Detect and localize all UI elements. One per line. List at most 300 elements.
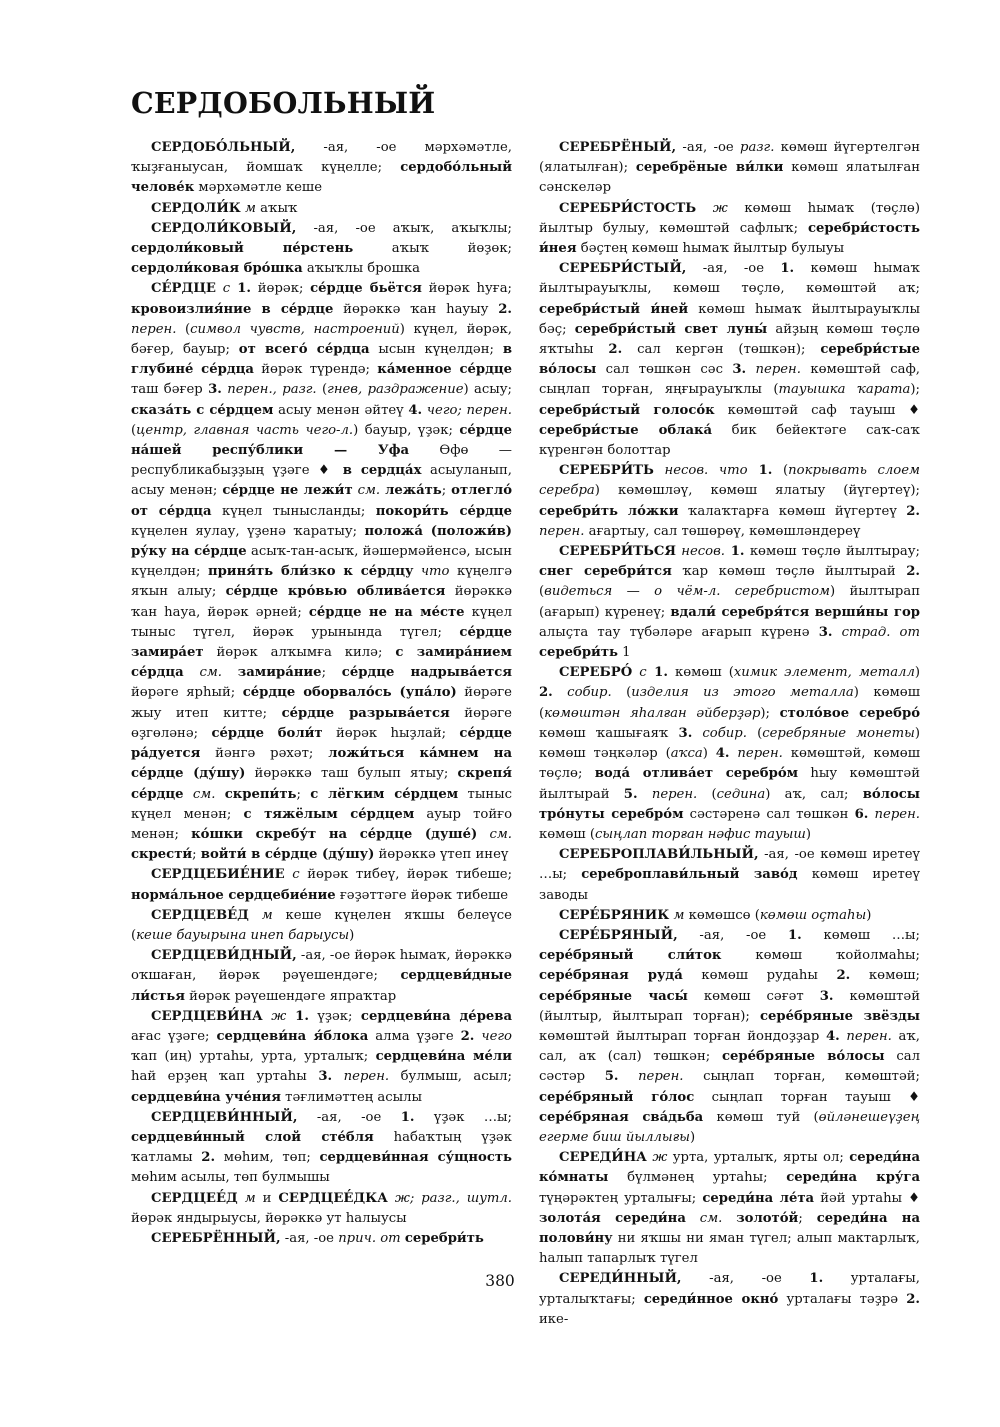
entry-headword: 4. [715, 746, 730, 762]
dictionary-entry [131, 1189, 512, 1229]
entry-label: кеше бауырына инеп барыусы [136, 927, 350, 943]
entry-text: ); [910, 382, 920, 398]
entry-text: көмөш …ы; [801, 927, 920, 943]
entry-example: сердцеви́на уче́ния [131, 1089, 281, 1105]
entry-headword: СЕРЕБРЁННЫЙ, [151, 1230, 281, 1246]
entry-label: седина [716, 786, 766, 802]
entry-example: се́рдце не на ме́сте [308, 604, 465, 620]
entry-text: -ая, -ое [676, 140, 741, 155]
entry-example: с тяжёлым се́рдцем [243, 806, 415, 822]
entry-text: аҡыҡ йөҙөк; [353, 241, 512, 257]
entry-text: ) көмөш тәңкәләр ( [539, 725, 921, 762]
entry-label: видеться — о чём-л. серебристом [544, 584, 830, 600]
entry-headword: 5. [623, 786, 638, 802]
entry-text: айҙың көмөш төҫлө яҡтыһы [539, 321, 920, 358]
entry-text: ; [321, 665, 342, 681]
entry-text: ҡар көмөш төҫлө йылтырай [671, 564, 907, 580]
entry-headword: СЕРЕ́БРЯНИК [559, 907, 670, 923]
entry-label: серебряные монеты [762, 725, 915, 741]
dictionary-entry [131, 906, 512, 946]
entry-label: м [669, 907, 685, 923]
entry-headword: 2. [460, 1028, 475, 1044]
entry-example: сердобо́льный челове́к [131, 160, 512, 196]
entry-headword: 6. [854, 806, 869, 822]
entry-headword: 3. [819, 988, 834, 1004]
entry-label: гнев, раздражение [327, 382, 464, 398]
entry-text: ) аҡ, сал; [765, 786, 863, 802]
entry-headword: 3. [208, 382, 222, 398]
entry-text: көмөш ( [539, 826, 595, 842]
entry-headword: СЕРЕ́БРЯНЫЙ, [559, 927, 678, 943]
entry-text: ; [441, 483, 452, 499]
entry-text: асыу менән әйтеү [273, 402, 409, 418]
entry-text: йөрәккә ҡан һауыу [333, 301, 499, 317]
entry-text: сыңлап торған, көмөштәй; [683, 1069, 920, 1085]
entry-example: сердцеви́нная су́щность [319, 1150, 512, 1166]
entry-example: ка́менное се́рдце [377, 362, 513, 378]
entry-text: ); [760, 705, 780, 721]
entry-text: көмөш төҫлө йылтырау; [744, 544, 920, 560]
entry-text: көмөш ( [667, 665, 734, 681]
dictionary-entry [539, 138, 920, 199]
entry-text: -ая, -ое [681, 1271, 810, 1287]
entry-text: ағартыу, сал төшөрөү, көмөшләндереү [584, 523, 861, 539]
entry-text: -ая, -ое аҡыҡ, аҡыҡлы; [296, 220, 512, 236]
entry-text: ) асыу; [463, 382, 512, 398]
entry-headword: 3. [318, 1069, 333, 1085]
entry-text: көмөш сәғәт [687, 988, 820, 1004]
dictionary-entry [131, 199, 512, 219]
entry-label: м [248, 907, 273, 923]
entry-label: м [237, 1190, 256, 1206]
entry-example: от всего́ се́рдца [238, 342, 370, 358]
entry-text: аҡ, сал, аҡ (сал) төшкән; [539, 1028, 920, 1065]
entry-headword: 2. [201, 1150, 216, 1166]
entry-headword: СЕРДЦЕВЕ́Д [151, 907, 249, 923]
entry-label: от [380, 1230, 401, 1246]
right-column [539, 138, 920, 1330]
entry-text: ағас үҙәге; [131, 1028, 217, 1044]
entry-example: ложи́ться ка́мнем на се́рдце (ду́шу) [131, 746, 512, 782]
dictionary-entry [131, 946, 512, 1007]
entry-headword: СЕРЕБРИ́СТЫЙ, [559, 261, 687, 277]
entry-label: перен. [729, 746, 783, 762]
entry-text: һай ерҙең ҡап уртаһы [131, 1069, 319, 1085]
entry-text: йөрәк яндырыусы, йөрәккә ут һалыусы [131, 1210, 407, 1226]
entry-text: көмөш ҡашығаяҡ [539, 725, 679, 741]
entry-text: бүлмәнең уртаһы; [608, 1170, 787, 1186]
entry-text: ( [772, 463, 789, 479]
entry-label: несов. [675, 544, 725, 560]
entry-text: үҙәк; [308, 1008, 361, 1024]
dictionary-entry [131, 1108, 512, 1189]
entry-text: ( [539, 584, 545, 600]
entry-example: сере́бряный сли́ток [539, 948, 722, 964]
entry-text: ( [697, 786, 717, 802]
entry-text: -ая, -ое [686, 261, 781, 277]
entry-label: ж [696, 200, 728, 216]
entry-text: йөрәк һуға; [421, 281, 512, 297]
entry-example: с замира́нием се́рдца [131, 645, 512, 681]
entry-text: ) [702, 746, 716, 762]
dictionary-entry [539, 926, 920, 1148]
entry-example: сере́бряные часы́ [539, 988, 688, 1004]
entry-text: ( [746, 725, 763, 741]
entry-example: столо́вое серебро́ [779, 705, 920, 721]
entry-text: тәғлимәттең асылы [280, 1089, 423, 1105]
entry-label: перен. [618, 1069, 684, 1085]
entry-example: сердцеви́на де́рева [360, 1008, 513, 1024]
entry-label: сыңлап торған нәфис тауыш [594, 826, 806, 842]
entry-text: ) [866, 907, 872, 923]
entry-headword: СЕРДЦЕЕ́ДКА [278, 1190, 388, 1206]
entry-text: урталағы тәҙрә [778, 1291, 907, 1307]
entry-text: көмөштәй саф тауыш ♦ [714, 402, 920, 418]
entry-label: с [632, 665, 647, 681]
entry-example: золота́я середи́на [539, 1210, 686, 1226]
entry-label: разг. [740, 140, 775, 155]
entry-headword: 2. [906, 1291, 920, 1307]
entry-headword: СЕРЕБРОПЛАВИ́ЛЬНЫЙ, [559, 847, 759, 863]
entry-text: көмөш иретеү заводы [539, 867, 920, 903]
entry-label: перен. [839, 1028, 892, 1044]
entry-text: йөрәккә үтеп инеү [374, 847, 509, 863]
entry-text: йөрәккә ҡан һауа, йөрәк әрней; [131, 584, 512, 620]
entry-example: золото́й [736, 1210, 799, 1226]
dictionary-entry [539, 1148, 920, 1269]
entry-headword: 3. [678, 725, 693, 741]
entry-text: ( [131, 422, 137, 438]
entry-headword: СЕРДЦЕВИ́НА [151, 1008, 263, 1024]
entry-example: в глубине́ се́рдца [131, 342, 512, 378]
entry-headword: 2. [498, 301, 512, 317]
entry-text: көмөш һымаҡ (төҫлө) йылтыр булыу, көмөштәй сафлыҡ; [539, 200, 920, 236]
entry-example: норма́льное сердцебие́ние [131, 887, 336, 903]
entry-example: положа́ (положи́в) ру́ку на се́рдце [131, 523, 513, 560]
entry-example: скрепи́ть [224, 786, 297, 802]
entry-text: көмөш туй ( [703, 1109, 819, 1125]
entry-text: и [255, 1190, 279, 1206]
entry-example: вдали́ серебря́тся верши́ны гор [670, 604, 920, 620]
entry-headword: СЕРДЦЕВИ́ННЫЙ, [151, 1109, 298, 1125]
entry-headword: 2. [539, 685, 553, 701]
entry-example: в сердца́х [342, 463, 422, 479]
entry-label: тауышка ҡарата [778, 382, 911, 398]
dictionary-entry [539, 845, 920, 906]
entry-text: йөрәге өҙгөләнә; [131, 705, 512, 741]
entry-text: -ая, -ое мәрхәмәтле, ҡыҙғаныусан, йомшаҡ күңелле; [131, 140, 512, 176]
entry-text: ( [611, 685, 632, 701]
entry-example: серебри́стые во́лосы [539, 342, 920, 378]
dictionary-entry [131, 279, 512, 865]
entry-example: се́рдце надрыва́ется [341, 665, 512, 681]
entry-text: ҡап (иң) уртаһы, урта, урталыҡ; [131, 1049, 376, 1065]
entry-example: сере́бряный го́лос [539, 1089, 695, 1105]
entry-headword: 4. [408, 402, 423, 418]
dictionary-entry [131, 1229, 512, 1249]
entry-label: прич. [338, 1230, 377, 1246]
entry-text: таш бәғер [131, 382, 209, 398]
entry-text: көмөштәй, көмөш төҫлө; [539, 746, 920, 782]
entry-headword: 1. [747, 463, 773, 479]
entry-text: көмөш ҡойолмаһы; [721, 948, 921, 964]
entry-headword: 1. [230, 281, 251, 297]
entry-text [890, 625, 899, 640]
entry-text: ; [296, 786, 311, 802]
entry-text: -ая, -ое [677, 927, 788, 943]
entry-label: перен. [131, 321, 177, 337]
entry-text: сал сәстәр [539, 1049, 920, 1085]
entry-example: се́рдце замира́ет [131, 624, 512, 661]
entry-example: лежа́ть [385, 483, 442, 499]
entry-example: серебри́ть ло́жки [539, 503, 679, 519]
entry-label: собир. [692, 725, 747, 741]
entry-text: көмөш рудаһы [682, 968, 837, 984]
entry-text: ) [349, 927, 355, 943]
dictionary-entry [131, 138, 512, 199]
entry-headword: СЕРЕБРО́ [559, 665, 633, 681]
entry-label: ж [646, 1150, 668, 1166]
entry-example: середи́на ко́мнаты [539, 1150, 920, 1186]
entry-example: приня́ть бли́зко к се́рдцу [207, 564, 414, 580]
entry-text: асыҡ-тан-асыҡ, йәшермәйенсә, ысын күңелдән; [131, 544, 512, 580]
entry-label: см. [685, 1210, 723, 1226]
entry-text: көмөшсө ( [684, 907, 760, 923]
entry-label: см. [477, 826, 512, 842]
entry-example: сере́бряная сва́дьба [539, 1109, 704, 1125]
entry-text: көмөш; [850, 968, 920, 984]
entry-text: урта, урталыҡ, ярты ол; [667, 1150, 850, 1166]
entry-label: перен. [332, 1069, 390, 1085]
entry-text: мөһим асылы, төп булмышы [131, 1170, 330, 1186]
entry-text: күңелгә яҡын алыу; [131, 564, 513, 600]
entry-label: көмөш оҫтаһы [759, 907, 867, 923]
entry-example: сердцеви́нный слой сте́бля [131, 1129, 374, 1145]
entry-text: ) көмөшләү, көмөш ялатыу (йүгертеү); [594, 483, 920, 499]
entry-text: -ая, -ое [297, 1109, 401, 1125]
entry-label: м [240, 200, 256, 216]
entry-label: что [718, 463, 748, 479]
entry-example: середи́на кру́га [786, 1170, 920, 1186]
entry-text: йәнгә рәхәт; [200, 746, 329, 762]
entry-example: середи́на ле́та [702, 1190, 815, 1206]
entry-text: көмөш йүгертелгән (ялатылған); [539, 140, 920, 176]
entry-label: перен., разг. [221, 382, 317, 398]
entry-example: сере́бряная руда́ [539, 968, 683, 984]
entry-example: се́рдце кро́вью облива́ется [225, 584, 446, 600]
entry-label: перен. [539, 523, 585, 539]
entry-text: йөрәк; [251, 281, 311, 297]
entry-text: йөрәге жыу итеп китте; [131, 685, 512, 721]
entry-headword: 1. [780, 261, 795, 277]
entry-headword: СЕРДОБО́ЛЬНЫЙ, [151, 140, 296, 155]
entry-headword: СЕРДЦЕБИЕ́НИЕ [151, 867, 285, 883]
entry-label: чего; перен. [422, 402, 512, 418]
entry-headword: 1. [646, 665, 668, 681]
entry-example: се́рдце ра́дуется [131, 725, 512, 762]
entry-label: символ чувств, настроений [190, 321, 400, 337]
entry-text: ) [914, 665, 921, 681]
entry-text: кеше күңелен яҡшы белеүсе ( [131, 907, 512, 943]
entry-text: -ая, -ое йөрәк һымаҡ, йөрәккә оҡшаған, йөрәк рәүешендәге; [131, 948, 512, 984]
entry-text: Өфө — республикабыҙҙың үҙәге ♦ [131, 443, 512, 479]
entry-headword: 3. [818, 624, 833, 640]
dictionary-entry [539, 663, 920, 845]
entry-label: өйләнешеүҙең егерме биш йыллығы [539, 1109, 920, 1145]
entry-text: йөрәк алҡымға килә; [203, 645, 396, 661]
entry-text: -ая, -ое [280, 1230, 339, 1246]
entry-text: көмөш һымаҡ йылтырауыҡлы, көмөш төҫлө, көмөштәй аҡ; [539, 261, 920, 297]
entry-headword: СЕРДОЛИ́К [151, 200, 241, 216]
page-number: 380 [485, 1272, 515, 1290]
entry-text: сал төшкән сәс [596, 362, 733, 378]
entry-text: көмөштәй (йылтыр, йылтырап торған); [539, 988, 920, 1024]
entry-headword: 1. [787, 927, 802, 943]
entry-headword: 4. [825, 1028, 840, 1044]
entry-text: ( [316, 382, 328, 398]
entry-headword: 2. [906, 503, 920, 519]
entry-example: се́рдце оборвало́сь (упа́ло) [242, 685, 457, 701]
entry-headword: СЕРДЦЕВИ́ДНЫЙ, [151, 948, 297, 964]
entry-label: см. [352, 483, 381, 499]
dictionary-entry [131, 865, 512, 905]
entry-headword: СЕРЕБРИ́ТЬ [559, 463, 654, 479]
entry-text: түңәрәктең урталығы; [539, 1190, 703, 1206]
entry-text: сәстәренә сал төшкән [683, 806, 855, 822]
entry-label: перен. [868, 806, 920, 822]
entry-headword: СЕ́РДЦЕ [151, 281, 216, 297]
entry-example: се́рдце бьётся [310, 281, 422, 297]
dictionary-entry [539, 259, 920, 461]
left-column [131, 138, 512, 1249]
entry-headword: 2. [836, 968, 851, 984]
entry-text: ҡалаҡтарға көмөш йүгертеү [678, 503, 907, 519]
entry-example: серебри́стый свет луны́ [574, 321, 768, 337]
entry-example: сердцеви́на я́блока [216, 1028, 369, 1044]
entry-example: скрести́ [131, 847, 193, 863]
running-head: СЕРДОБОЛЬНЫЙ [131, 86, 436, 120]
entry-headword: СЕРДОЛИ́КОВЫЙ, [151, 220, 297, 236]
entry-text: көмөш ялатылған сәнскеләр [539, 160, 920, 196]
entry-text: йәй уртаһы ♦ [814, 1190, 920, 1206]
entry-label: перен. [746, 362, 801, 378]
entry-text: мәрхәмәтле кеше [194, 180, 322, 196]
entry-text [215, 787, 224, 802]
entry-example: сереброплави́льный заво́д [581, 867, 798, 883]
entry-label: несов. [653, 463, 709, 479]
entry-text: ғәҙәттәге йөрәк тибеше [335, 887, 509, 903]
entry-example: се́рдце разрыва́ется [281, 705, 450, 721]
entry-headword: 1. [725, 544, 745, 560]
entry-label: центр, главная часть чего-л. [136, 422, 354, 438]
entry-example: се́рдце на́шей респу́блики — Уфа [131, 422, 512, 459]
entry-label: от [899, 624, 920, 640]
entry-text: 1 [617, 645, 631, 661]
entry-text [722, 1211, 736, 1226]
entry-text: йөрәге ярһый; [131, 685, 243, 701]
entry-example: скрепя́ се́рдце [131, 766, 512, 802]
entry-text: урталағы, урталыҡтағы; [539, 1271, 920, 1307]
entry-headword: СЕРЕБРИ́ТЬСЯ [559, 544, 676, 560]
entry-label: чего [474, 1028, 513, 1044]
entry-headword: 3. [732, 362, 747, 378]
entry-label: страд. [832, 624, 891, 640]
entry-example: сердоли́ковая бро́шка [131, 261, 303, 277]
entry-label: аҡса [670, 746, 703, 762]
entry-label: что [413, 564, 450, 580]
entry-example: замира́ние [237, 665, 322, 681]
entry-text: сал кергән (төшкән); [622, 342, 821, 358]
entry-example: серебри́стые облака́ [539, 422, 713, 438]
entry-example: сере́бряные звёзды [760, 1008, 920, 1024]
entry-label: покрывать слоем серебра [539, 463, 920, 499]
entry-example: се́рдце боли́т [211, 725, 323, 741]
entry-label: см. [183, 786, 216, 802]
entry-text: күңелен яулау, үҙенә ҡаратыу; [131, 523, 365, 539]
entry-headword: 2. [608, 342, 623, 358]
dictionary-entry [539, 906, 920, 926]
entry-label: см. [183, 665, 222, 681]
entry-text: ) бауыр, үҙәк; [353, 422, 460, 438]
entry-label: с [216, 281, 231, 297]
entry-headword: СЕРЕБРЁНЫЙ, [559, 140, 677, 155]
entry-example: войти́ в се́рдце (ду́шу) [200, 847, 375, 863]
entry-text: алма үҙәге [368, 1028, 461, 1044]
entry-text: аҡыҡлы брошка [302, 261, 420, 277]
entry-headword: 1. [809, 1271, 824, 1287]
entry-example: сказа́ть с се́рдцем [131, 402, 274, 418]
entry-text: бик бейектәге саҡ-саҡ күренгән болоттар [539, 422, 920, 459]
entry-example: отлегло́ от се́рдца [131, 483, 512, 519]
dictionary-entry [131, 1007, 512, 1108]
entry-example: серебри́стый и́ней [539, 301, 689, 317]
entry-headword: СЕРЕБРИ́СТОСТЬ [559, 200, 697, 216]
dictionary-entry [539, 542, 920, 663]
entry-text: сыңлап торған тауыш ♦ [694, 1089, 920, 1105]
entry-text: бәҫтең көмөш һымаҡ йылтыр булыуы [576, 241, 845, 257]
entry-text: күңел тыныс түгел, йөрәк урынында түгел; [131, 604, 512, 640]
entry-headword: 1. [400, 1109, 415, 1125]
entry-example: кровоизлия́ние в се́рдце [131, 301, 334, 317]
entry-text: тыныс күңел менән; [131, 786, 512, 822]
entry-example: во́лосы тро́нуты серебро́м [539, 786, 920, 822]
entry-example: сере́бряные во́лосы [722, 1049, 885, 1065]
entry-text: ) күңел, йөрәк, бәғер, бауыр; [131, 321, 512, 358]
entry-text: ике- [539, 1311, 569, 1327]
entry-text: ауыр тойғо менән; [131, 806, 513, 842]
entry-text: мөһим, төп; [215, 1150, 320, 1166]
dictionary-entry [539, 199, 920, 260]
entry-label: көмөштән яһалған әйберҙәр [544, 705, 761, 721]
entry-text: йөрәк рәүешендәге япраҡтар [184, 988, 397, 1004]
entry-label: ж; разг., шутл. [387, 1190, 512, 1206]
entry-headword: 1. [286, 1008, 309, 1024]
entry-headword: СЕРЕДИ́ННЫЙ, [559, 1271, 682, 1287]
entry-text: ) [805, 826, 812, 842]
entry-text: һыу көмөштәй йылтырай [539, 766, 921, 802]
entry-label: перен. [637, 786, 698, 802]
entry-text: асыуланып, асыу менән; [131, 463, 513, 499]
entry-text: көмөштәй саф, сыңлап торған, яңғырауыҡлы ( [539, 362, 920, 398]
entry-text: алыҫта тау түбәләре ағарып күренә [539, 624, 819, 640]
entry-label: химик элемент, металл [733, 665, 915, 681]
entry-example: сердоли́ковый пе́рстень [131, 241, 354, 257]
entry-headword: 5. [604, 1069, 619, 1085]
entry-text: -ая, -ое көмөш иретеү …ы; [539, 847, 920, 883]
entry-text: ) [690, 1129, 696, 1145]
entry-example: серебри́стый голосо́к [539, 402, 715, 418]
entry-text: ; [798, 1210, 817, 1226]
